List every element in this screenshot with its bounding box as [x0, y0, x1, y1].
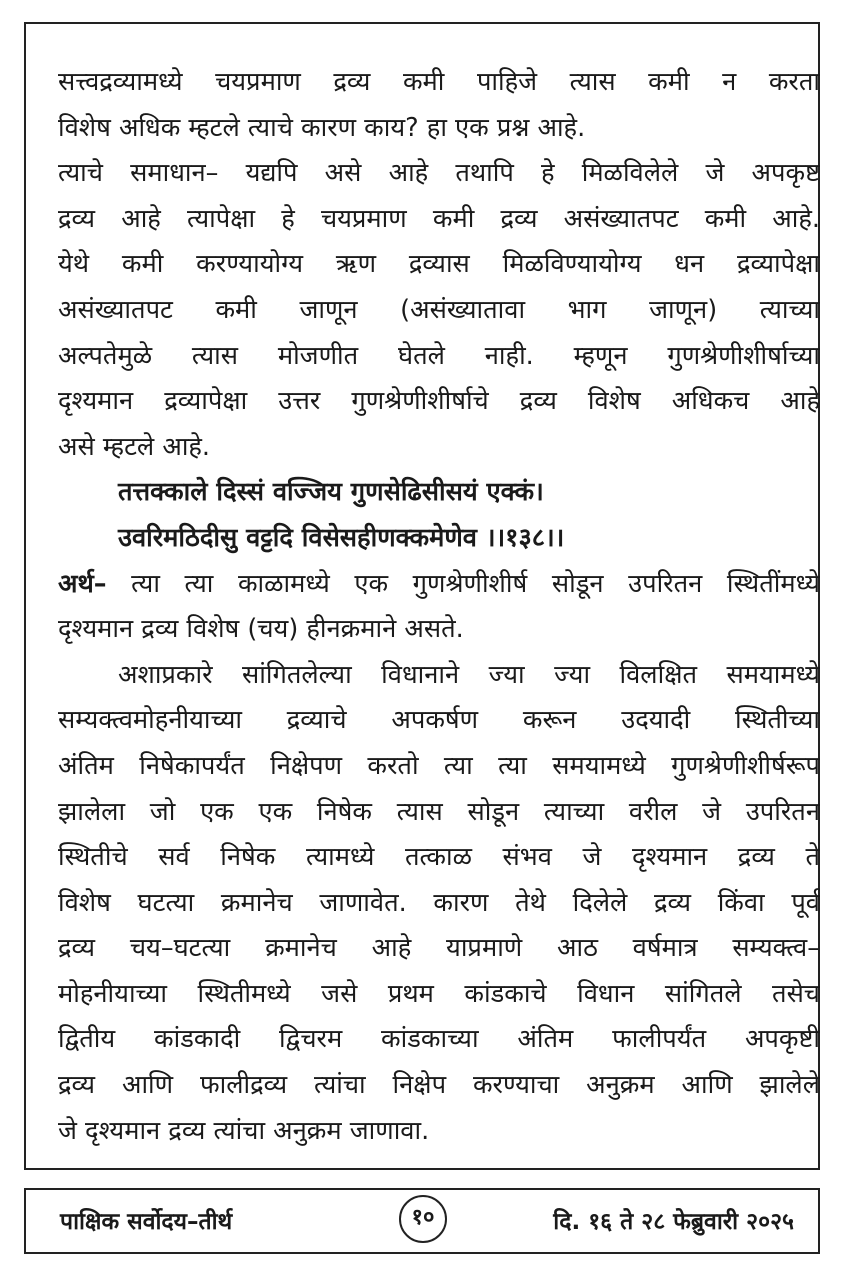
text-line: [58, 562, 820, 608]
text-line: त्याचे समाधान– यद्यपि असे आहे तथापि हे मिळविलेले जे अपकृष्ट: [58, 158, 820, 189]
verse-line: उवरिमठिदीसु वट्टदि विसेसहीणक्कमेणेव ।।१३८।।: [118, 522, 565, 553]
meaning-label: अर्थ–: [58, 568, 107, 599]
text-line: स्थितीचे सर्व निषेक त्यामध्ये तत्काळ संभव जे दृश्यमान द्रव्य ते: [58, 842, 820, 873]
page-content-frame: [24, 22, 820, 1170]
text-line: जे दृश्यमान द्रव्य त्यांचा अनुक्रम जाणावा.: [58, 1115, 430, 1146]
text-line: विशेष घटत्या क्रमानेच जाणावेत. कारण तेथे दिलेले द्रव्य किंवा पूर्व: [58, 887, 820, 918]
text-line: द्रव्य आणि फालीद्रव्य त्यांचा निक्षेप करण्याचा अनुक्रम आणि झालेले: [58, 1070, 820, 1101]
text-line: द्रव्य चय–घटत्या क्रमानेच आहे याप्रमाणे आठ वर्षमात्र सम्यक्त्व–: [58, 933, 820, 964]
text-line: अशाप्रकारे सांगितलेल्या विधानाने ज्या ज्या विलक्षित समयामध्ये: [118, 659, 820, 690]
text-line: द्वितीय कांडकादी द्विचरम कांडकाच्या अंतिम फालीपर्यंत अपकृष्टी: [58, 1024, 820, 1055]
article-body: [58, 60, 820, 1154]
publication-name: पाक्षिक सर्वोदय–तीर्थ: [60, 1209, 233, 1235]
verse-line: तत्तक्काले दिस्सं वज्जिय गुणसेढिसीसयं एक्कं।: [118, 477, 544, 508]
text-line: सम्यक्त्वमोहनीयाच्या द्रव्याचे अपकर्षण करून उदयादी स्थितीच्या: [58, 705, 820, 736]
text-line: येथे कमी करण्यायोग्य ऋण द्रव्यास मिळविण्यायोग्य धन द्रव्यापेक्षा: [58, 249, 820, 280]
issue-date: दि. १६ ते २८ फेब्रुवारी २०२५: [553, 1209, 794, 1235]
text-line: दृश्यमान द्रव्यापेक्षा उत्तर गुणश्रेणीशीर्षाचे द्रव्य विशेष अधिकच आहे: [58, 386, 820, 417]
text-line: असे म्हटले आहे.: [58, 431, 211, 462]
page-number-badge: १०: [399, 1195, 447, 1243]
meaning-paragraph: [58, 562, 820, 653]
verse-block: [58, 470, 820, 561]
text-line: असंख्यातपट कमी जाणून (असंख्यातावा भाग जाणून) त्याच्या: [58, 294, 820, 325]
text-line: मोहनीयाच्या स्थितीमध्ये जसे प्रथम कांडकाचे विधान सांगितले तसेच: [58, 978, 820, 1009]
page-footer: [24, 1188, 820, 1254]
intro-paragraph: [58, 60, 820, 470]
text-line: झालेला जो एक एक निषेक त्यास सोडून त्याच्या वरील जे उपरितन: [58, 796, 820, 827]
text-line: दृश्यमान द्रव्य विशेष (चय) हीनक्रमाने असते.: [58, 614, 464, 645]
text-line: अल्पतेमुळे त्यास मोजणीत घेतले नाही. म्हणून गुणश्रेणीशीर्षाच्या: [58, 340, 820, 371]
text-line: द्रव्य आहे त्यापेक्षा हे चयप्रमाण कमी द्रव्य असंख्यातपट कमी आहे.: [58, 203, 820, 234]
meaning-text: त्या त्या काळामध्ये एक गुणश्रेणीशीर्ष सोडून उपरितन स्थितींमध्ये: [106, 568, 820, 599]
explanation-paragraph: [58, 653, 820, 1155]
text-line: सत्त्वद्रव्यामध्ये चयप्रमाण द्रव्य कमी पाहिजे त्यास कमी न करता: [58, 67, 820, 97]
text-line: विशेष अधिक म्हटले त्याचे कारण काय? हा एक प्रश्न आहे.: [58, 112, 586, 143]
text-line: अंतिम निषेकापर्यंत निक्षेपण करतो त्या त्या समयामध्ये गुणश्रेणीशीर्षरूप: [58, 750, 820, 781]
